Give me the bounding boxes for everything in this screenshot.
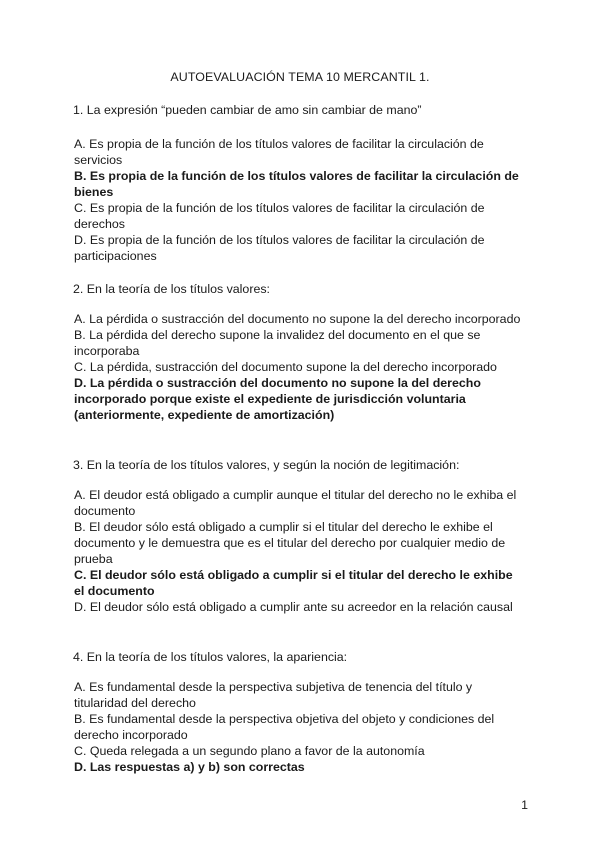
question-3-option-d: D. El deudor sólo está obligado a cumplir ante su acreedor en la relación causal: [74, 600, 513, 614]
question-2-option-b: B. La pérdida del derecho supone la invalidez del documento en el que se incorporaba: [74, 328, 481, 358]
page-number: 1: [521, 798, 528, 812]
question-1-option-b-correct: B. Es propia de la función de los títulos valores de facilitar la circulación de bienes: [74, 169, 519, 199]
question-3-option-c-correct: C. El deudor sólo está obligado a cumplir si el titular del derecho le exhibe el documento: [74, 568, 513, 598]
question-1-text: 1. La expresión “pueden cambiar de amo sin cambiar de mano”: [73, 103, 422, 117]
question-4-options: [74, 679, 526, 775]
question-3-options: [74, 487, 526, 615]
question-2-text: 2. En la teoría de los títulos valores:: [73, 282, 270, 296]
question-4-option-b: B. Es fundamental desde la perspectiva objetiva del objeto y condiciones del derecho incorporado: [74, 712, 495, 742]
question-1-option-a: A. Es propia de la función de los títulos valores de facilitar la circulación de servicios: [74, 137, 484, 167]
question-4-text: 4. En la teoría de los títulos valores, la apariencia:: [73, 650, 348, 664]
question-3-text: 3. En la teoría de los títulos valores, y según la noción de legitimación:: [73, 458, 460, 472]
question-4-option-c: C. Queda relegada a un segundo plano a favor de la autonomía: [74, 744, 425, 758]
question-2-option-c: C. La pérdida, sustracción del documento supone la del derecho incorporado: [74, 360, 497, 374]
question-3-option-a: A. El deudor está obligado a cumplir aunque el titular del derecho no le exhiba el documento: [74, 488, 517, 518]
question-2-option-a: A. La pérdida o sustracción del documento no supone la del derecho incorporado: [74, 312, 521, 326]
document-title: AUTOEVALUACIÓN TEMA 10 MERCANTIL 1.: [170, 70, 430, 84]
question-1-options: [74, 136, 526, 264]
question-1-option-c: C. Es propia de la función de los títulos valores de facilitar la circulación de derechos: [74, 201, 485, 231]
question-2-options: [74, 311, 526, 423]
question-1-option-d: D. Es propia de la función de los títulos valores de facilitar la circulación de participaciones: [74, 233, 485, 263]
question-4-option-d-correct: D. Las respuestas a) y b) son correctas: [74, 760, 305, 774]
question-3-option-b: B. El deudor sólo está obligado a cumplir si el titular del derecho le exhibe el documento y le demuestra que es el titular del derecho por cualquier medio de prueba: [74, 520, 506, 566]
question-2-option-d-correct: D. La pérdida o sustracción del documento no supone la del derecho incorporado porque existe el expediente de jurisdicción voluntaria (anteriormente, expediente de amortización): [74, 376, 481, 422]
question-4-option-a: A. Es fundamental desde la perspectiva subjetiva de tenencia del título y titularidad del derecho: [74, 680, 473, 710]
